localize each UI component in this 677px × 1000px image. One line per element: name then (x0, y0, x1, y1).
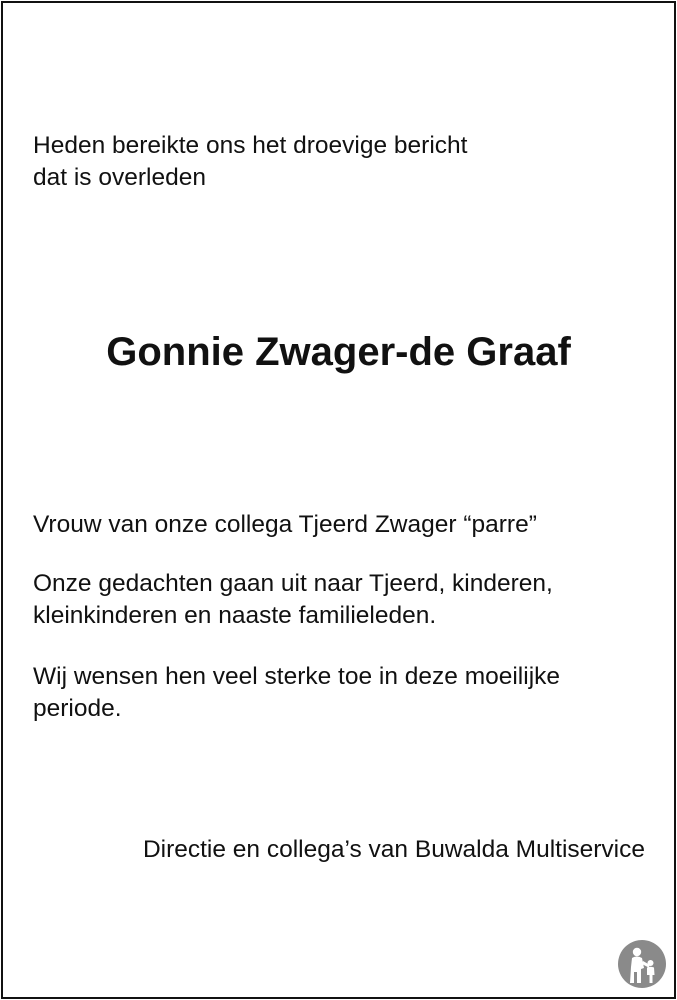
deceased-name: Gonnie Zwager-de Graaf (106, 330, 571, 374)
thoughts-line-1: Onze gedachten gaan uit naar Tjeerd, kinderen, (33, 570, 553, 597)
intro-line-1: Heden bereikte ons het droevige bericht (33, 132, 468, 159)
relation-text (33, 509, 537, 541)
intro-line-2: dat is overleden (33, 164, 206, 191)
wishes-text (33, 661, 560, 725)
mourning-figure-icon (617, 939, 667, 989)
thoughts-text (33, 568, 553, 632)
wishes-line-2: periode. (33, 695, 122, 722)
intro-text (33, 130, 467, 194)
signature: Directie en collega’s van Buwalda Multiservice (142, 836, 645, 863)
wishes-line-1: Wij wensen hen veel sterke toe in deze moeilijke (33, 663, 561, 690)
relation-line: Vrouw van onze collega Tjeerd Zwager “parre” (33, 511, 537, 538)
thoughts-line-2: kleinkinderen en naaste familieleden. (33, 602, 437, 629)
